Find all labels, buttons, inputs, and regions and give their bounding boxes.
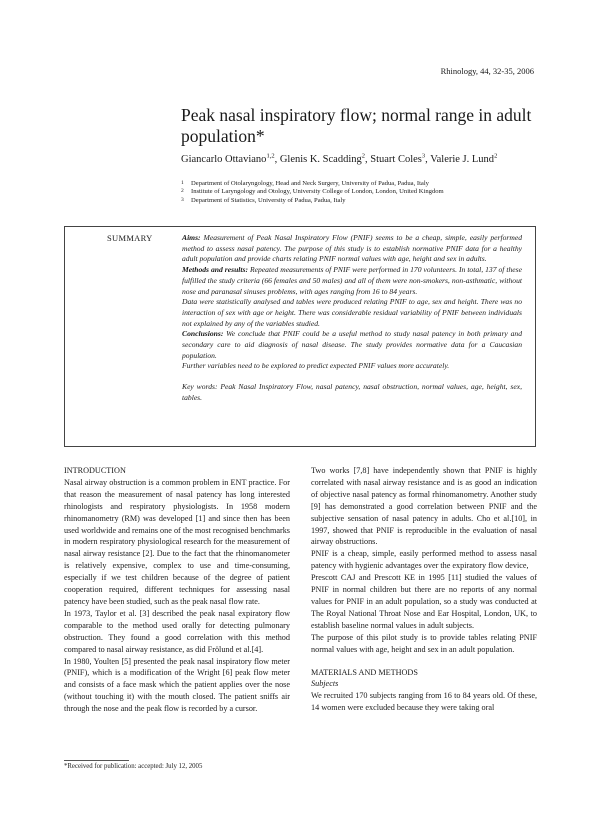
body-paragraph: The purpose of this pilot study is to provide tables relating PNIF normal values with age, height and sex in an adult population. [311, 632, 537, 654]
summary-aims [182, 233, 522, 265]
article-title: Peak nasal inspiratory flow; normal range in adult population* [181, 105, 532, 146]
body-paragraph: Nasal airway obstruction is a common problem in ENT practice. For that reason the measurement of nasal patency has long interested rhinologists and respiratory physiologists. In 1958 modern rhinomanometry (RM) was developed [1] and since then has been used worldwide and remains one of the most recognised benchmarks in modern respiratory physiological research for the measurement of nasal airway resistance [2]. Due to the fact that the rhinomanometer is relatively expensive, complex to use and time-consuming, especially if we test children because of the degree of patient cooperation required, different techniques for assessing nasal patency have been studied, such as the peak nasal flow rate. [64, 477, 290, 606]
affiliation-item [181, 180, 551, 188]
body-paragraph: We recruited 170 subjects ranging from 16 to 84 years old. Of these, 14 women were excluded because they were taking oral [311, 691, 537, 713]
author-affiliation-marker: 3 [421, 152, 426, 160]
methods-heading: MATERIALS AND METHODS [311, 667, 418, 677]
left-column [64, 465, 290, 715]
keywords: Key words: Peak Nasal Inspiratory Flow, nasal patency, nasal obstruction, normal values, age, height, sex, tables. [182, 382, 522, 402]
affiliation-number: 2 [181, 188, 184, 195]
author-list [181, 154, 551, 165]
author-affiliation-marker: 2 [361, 152, 366, 160]
author: Glenis K. Scadding [279, 154, 362, 165]
footnote: *Received for publication: accepted: July 12, 2005 [64, 763, 203, 770]
author-affiliation-marker: 1,2 [266, 152, 275, 160]
affiliation-number: 3 [181, 196, 184, 203]
body-paragraph: PNIF is a cheap, simple, easily performed method to assess nasal patency with hygienic advantages over the expiratory flow device, [311, 549, 537, 571]
conclusions-label: Conclusions: [182, 329, 224, 339]
body-paragraph: Prescott CAJ and Prescott KE in 1995 [11] studied the values of PNIF in normal children but there are no reports of any normal values for PNIF in an adult population, so a study was conducted at The Royal National Throat Nose and Ear Hospital, London, UK, to establish baseline normal values in adult subjects. [311, 573, 537, 630]
affiliation-text: Department of Statistics, University of Padua, Padua, Italy [191, 196, 346, 204]
right-column [311, 465, 537, 714]
summary-data: Data were statistically analysed and tables were produced relating PNIF to age, sex and height. There was no interaction of sex with age or height. There was considerable residual variability of PNIF between individuals not explained by any of the variables studied. [182, 297, 522, 328]
affiliation-text: Department of Otolaryngology, Head and Neck Surgery, University of Padua, Padua, Italy [191, 180, 429, 187]
body-paragraph: Two works [7,8] have independently shown that PNIF is highly correlated with nasal airway resistance and is as good an indication of objective nasal patency as formal rhinomanometry. Another study [9] has demonstrated a good correlation between PNIF and the subjective sensation of nasal patency in adults. Cho et al.[10], in 1997, showed that PNIF is reproducible in the evaluation of nasal airway obstructions. [311, 466, 537, 547]
author: Stuart Coles [370, 154, 422, 165]
aims-label: Aims: [182, 233, 201, 242]
journal-reference: Rhinology, 44, 32-35, 2006 [440, 66, 534, 76]
body-paragraph: In 1980, Youlten [5] presented the peak nasal inspiratory flow meter (PNIF), which is a modification of the Wright [6] peak flow meter and consists of a face mask which the patient applies over the nose (without touching it) with the mouth closed. The patient sniffs air through the nose and the peak flow is recorded by a cursor. [64, 656, 290, 714]
methods-text: Repeated measurements of PNIF were performed in 170 volunteers. In total, 137 of these fulfilled the study criteria (66 females and 50 males) and all of them were non-smokers, non-asthmatic, without nose and paranasal sinuses problems, with ages ranging from 16 to 84 years. [182, 265, 523, 296]
affiliation-item [181, 197, 551, 205]
aims-text: Measurement of Peak Nasal Inspiratory Flow (PNIF) seems to be a cheap, simple, easily performed method to assess nasal patency. The purpose of this study is to establish normative PNIF data for a healthy adult population and provide charts relating PNIF normal values with age, height and sex in adults. [182, 233, 522, 264]
author: Giancarlo Ottaviano [181, 154, 267, 165]
affiliation-list [181, 180, 551, 205]
author-separator: , [274, 154, 280, 165]
affiliation-item [181, 188, 551, 196]
affiliation-text: Institute of Laryngology and Otology, University College of London, London, United Kingdom [191, 188, 444, 196]
author-separator: , [425, 154, 431, 165]
methods-label: Methods and results: [182, 265, 249, 275]
summary-label: SUMMARY [107, 233, 153, 243]
summary-conclusions [182, 329, 522, 361]
introduction-heading: INTRODUCTION [64, 466, 126, 475]
section-spacer [311, 656, 537, 667]
summary-abstract [182, 233, 522, 404]
summary-further: Further variables need to be explored to predict expected PNIF values more accurately. [182, 361, 450, 371]
author: Valerie J. Lund [430, 154, 495, 165]
author-affiliation-marker: 2 [494, 152, 498, 160]
footnote-divider [64, 760, 129, 761]
affiliation-number: 1 [181, 180, 184, 186]
summary-methods [182, 265, 522, 297]
body-paragraph: In 1973, Taylor et al. [3] described the peak nasal expiratory flow comparable to the method used orally for detecting pulmonary obstruction. They found a good correlation with this method compared to nasal airway resistance, as did Frölund et al.[4]. [64, 608, 290, 654]
conclusions-text: We conclude that PNIF could be a useful method to study nasal patency in both primary and secondary care to aid diagnosis of nasal disease. The study provides normative data for a Caucasian population. [182, 329, 522, 360]
subjects-heading: Subjects [311, 679, 339, 689]
author-separator: , [365, 154, 371, 165]
